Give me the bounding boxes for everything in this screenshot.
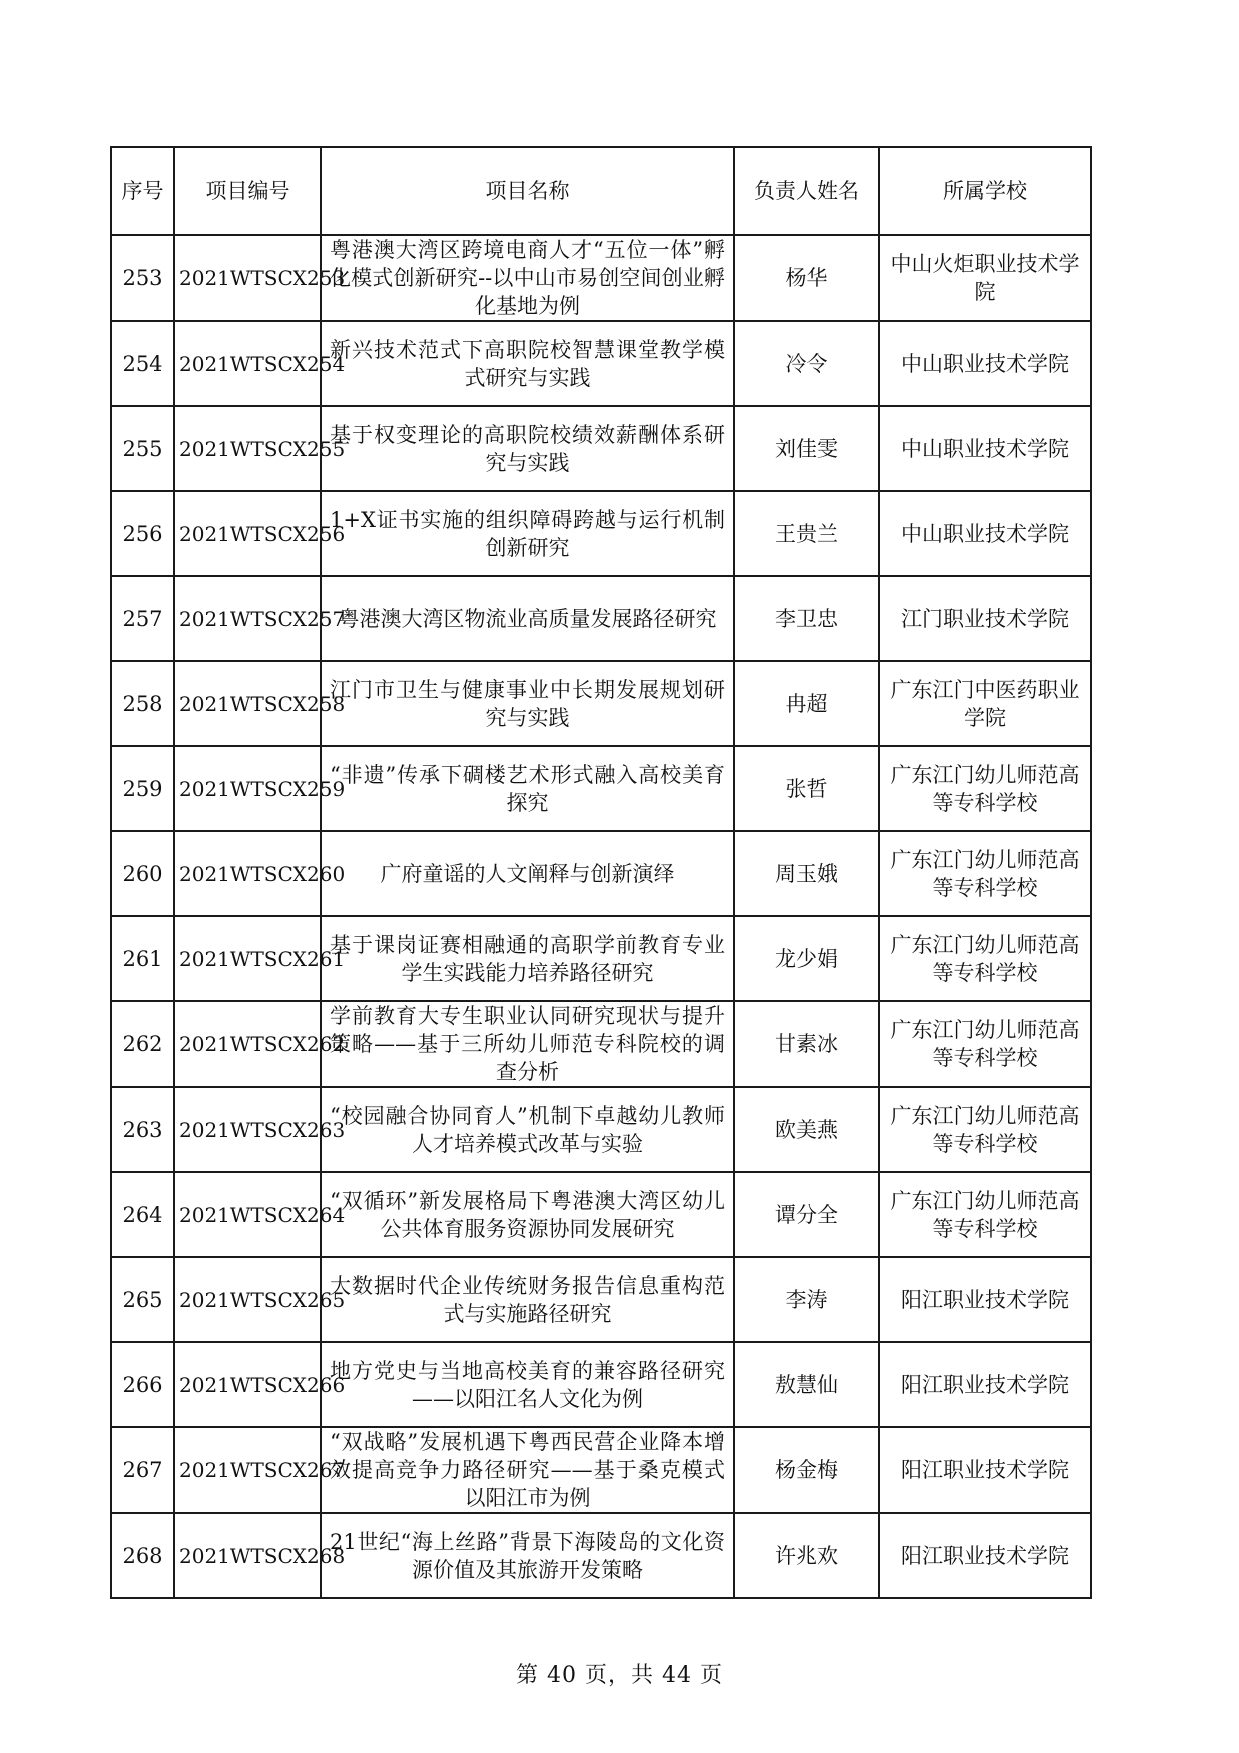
table-row [111, 916, 1091, 1001]
cell-leader-name: 欧美燕 [734, 1087, 879, 1172]
table-row [111, 1342, 1091, 1427]
project-list-sheet [110, 146, 1090, 1599]
cell-school: 中山火炬职业技术学院 [879, 235, 1091, 321]
table-row [111, 1172, 1091, 1257]
header-school: 所属学校 [879, 147, 1091, 235]
table-row [111, 1001, 1091, 1087]
table-row [111, 235, 1091, 321]
cell-leader-name: 谭分全 [734, 1172, 879, 1257]
cell-seq: 267 [111, 1427, 174, 1513]
cell-project-name: 粤港澳大湾区物流业高质量发展路径研究 [321, 576, 734, 661]
cell-project-name: 学前教育大专生职业认同研究现状与提升策略——基于三所幼儿师范专科院校的调查分析 [321, 1001, 734, 1087]
cell-project-name: 21世纪“海上丝路”背景下海陵岛的文化资源价值及其旅游开发策略 [321, 1513, 734, 1598]
cell-project-code: 2021WTSCX262 [174, 1001, 321, 1087]
table-body [111, 235, 1091, 1598]
cell-seq: 257 [111, 576, 174, 661]
cell-project-name: “非遗”传承下碉楼艺术形式融入高校美育探究 [321, 746, 734, 831]
cell-school: 广东江门中医药职业学院 [879, 661, 1091, 746]
cell-project-code: 2021WTSCX258 [174, 661, 321, 746]
table-row [111, 1087, 1091, 1172]
cell-project-code: 2021WTSCX256 [174, 491, 321, 576]
cell-project-code: 2021WTSCX259 [174, 746, 321, 831]
cell-project-name: “双战略”发展机遇下粤西民营企业降本增效提高竞争力路径研究——基于桑克模式以阳江市为例 [321, 1427, 734, 1513]
cell-leader-name: 冷令 [734, 321, 879, 406]
header-leader: 负责人姓名 [734, 147, 879, 235]
cell-leader-name: 李卫忠 [734, 576, 879, 661]
cell-project-code: 2021WTSCX265 [174, 1257, 321, 1342]
cell-project-name: 新兴技术范式下高职院校智慧课堂教学模式研究与实践 [321, 321, 734, 406]
cell-seq: 265 [111, 1257, 174, 1342]
cell-school: 广东江门幼儿师范高等专科学校 [879, 916, 1091, 1001]
cell-school: 阳江职业技术学院 [879, 1257, 1091, 1342]
table-header-row [111, 147, 1091, 235]
table-row [111, 1513, 1091, 1598]
cell-leader-name: 杨金梅 [734, 1427, 879, 1513]
cell-seq: 255 [111, 406, 174, 491]
cell-school: 广东江门幼儿师范高等专科学校 [879, 1001, 1091, 1087]
cell-project-code: 2021WTSCX267 [174, 1427, 321, 1513]
cell-seq: 262 [111, 1001, 174, 1087]
cell-school: 阳江职业技术学院 [879, 1342, 1091, 1427]
cell-project-code: 2021WTSCX254 [174, 321, 321, 406]
cell-school: 广东江门幼儿师范高等专科学校 [879, 831, 1091, 916]
cell-seq: 261 [111, 916, 174, 1001]
cell-project-code: 2021WTSCX263 [174, 1087, 321, 1172]
cell-leader-name: 龙少娟 [734, 916, 879, 1001]
cell-leader-name: 敖慧仙 [734, 1342, 879, 1427]
cell-leader-name: 张哲 [734, 746, 879, 831]
cell-project-code: 2021WTSCX264 [174, 1172, 321, 1257]
page-footer: 第 40 页，共 44 页 [516, 1663, 723, 1688]
cell-school: 江门职业技术学院 [879, 576, 1091, 661]
cell-project-name: “双循环”新发展格局下粤港澳大湾区幼儿公共体育服务资源协同发展研究 [321, 1172, 734, 1257]
cell-school: 广东江门幼儿师范高等专科学校 [879, 1087, 1091, 1172]
cell-project-name: 基于权变理论的高职院校绩效薪酬体系研究与实践 [321, 406, 734, 491]
table-row [111, 1427, 1091, 1513]
cell-seq: 264 [111, 1172, 174, 1257]
cell-project-name: “校园融合协同育人”机制下卓越幼儿教师人才培养模式改革与实验 [321, 1087, 734, 1172]
cell-project-code: 2021WTSCX260 [174, 831, 321, 916]
cell-leader-name: 李涛 [734, 1257, 879, 1342]
cell-project-name: 江门市卫生与健康事业中长期发展规划研究与实践 [321, 661, 734, 746]
header-code: 项目编号 [174, 147, 321, 235]
header-seq: 序号 [111, 147, 174, 235]
cell-school: 广东江门幼儿师范高等专科学校 [879, 746, 1091, 831]
cell-project-code: 2021WTSCX257 [174, 576, 321, 661]
cell-school: 阳江职业技术学院 [879, 1427, 1091, 1513]
cell-seq: 266 [111, 1342, 174, 1427]
cell-project-name: 大数据时代企业传统财务报告信息重构范式与实施路径研究 [321, 1257, 734, 1342]
cell-leader-name: 杨华 [734, 235, 879, 321]
cell-leader-name: 甘素冰 [734, 1001, 879, 1087]
cell-leader-name: 许兆欢 [734, 1513, 879, 1598]
cell-project-name: 基于课岗证赛相融通的高职学前教育专业学生实践能力培养路径研究 [321, 916, 734, 1001]
cell-project-name: 1+X证书实施的组织障碍跨越与运行机制创新研究 [321, 491, 734, 576]
cell-leader-name: 冉超 [734, 661, 879, 746]
cell-seq: 263 [111, 1087, 174, 1172]
cell-project-code: 2021WTSCX268 [174, 1513, 321, 1598]
header-name: 项目名称 [321, 147, 734, 235]
table-row [111, 321, 1091, 406]
cell-seq: 260 [111, 831, 174, 916]
cell-seq: 254 [111, 321, 174, 406]
table-row [111, 491, 1091, 576]
cell-school: 中山职业技术学院 [879, 321, 1091, 406]
table-row [111, 1257, 1091, 1342]
cell-project-code: 2021WTSCX261 [174, 916, 321, 1001]
cell-seq: 268 [111, 1513, 174, 1598]
table-row [111, 831, 1091, 916]
project-table [110, 146, 1092, 1599]
cell-project-code: 2021WTSCX266 [174, 1342, 321, 1427]
cell-project-code: 2021WTSCX255 [174, 406, 321, 491]
cell-seq: 259 [111, 746, 174, 831]
cell-school: 中山职业技术学院 [879, 406, 1091, 491]
cell-leader-name: 王贵兰 [734, 491, 879, 576]
cell-project-name: 广府童谣的人文阐释与创新演绎 [321, 831, 734, 916]
table-row [111, 576, 1091, 661]
cell-seq: 256 [111, 491, 174, 576]
table-row [111, 661, 1091, 746]
cell-school: 阳江职业技术学院 [879, 1513, 1091, 1598]
cell-leader-name: 刘佳雯 [734, 406, 879, 491]
cell-seq: 258 [111, 661, 174, 746]
cell-leader-name: 周玉娥 [734, 831, 879, 916]
cell-project-code: 2021WTSCX253 [174, 235, 321, 321]
cell-school: 中山职业技术学院 [879, 491, 1091, 576]
cell-project-name: 粤港澳大湾区跨境电商人才“五位一体”孵化模式创新研究--以中山市易创空间创业孵化基地为例 [321, 235, 734, 321]
table-row [111, 406, 1091, 491]
cell-school: 广东江门幼儿师范高等专科学校 [879, 1172, 1091, 1257]
table-row [111, 746, 1091, 831]
cell-seq: 253 [111, 235, 174, 321]
cell-project-name: 地方党史与当地高校美育的兼容路径研究——以阳江名人文化为例 [321, 1342, 734, 1427]
